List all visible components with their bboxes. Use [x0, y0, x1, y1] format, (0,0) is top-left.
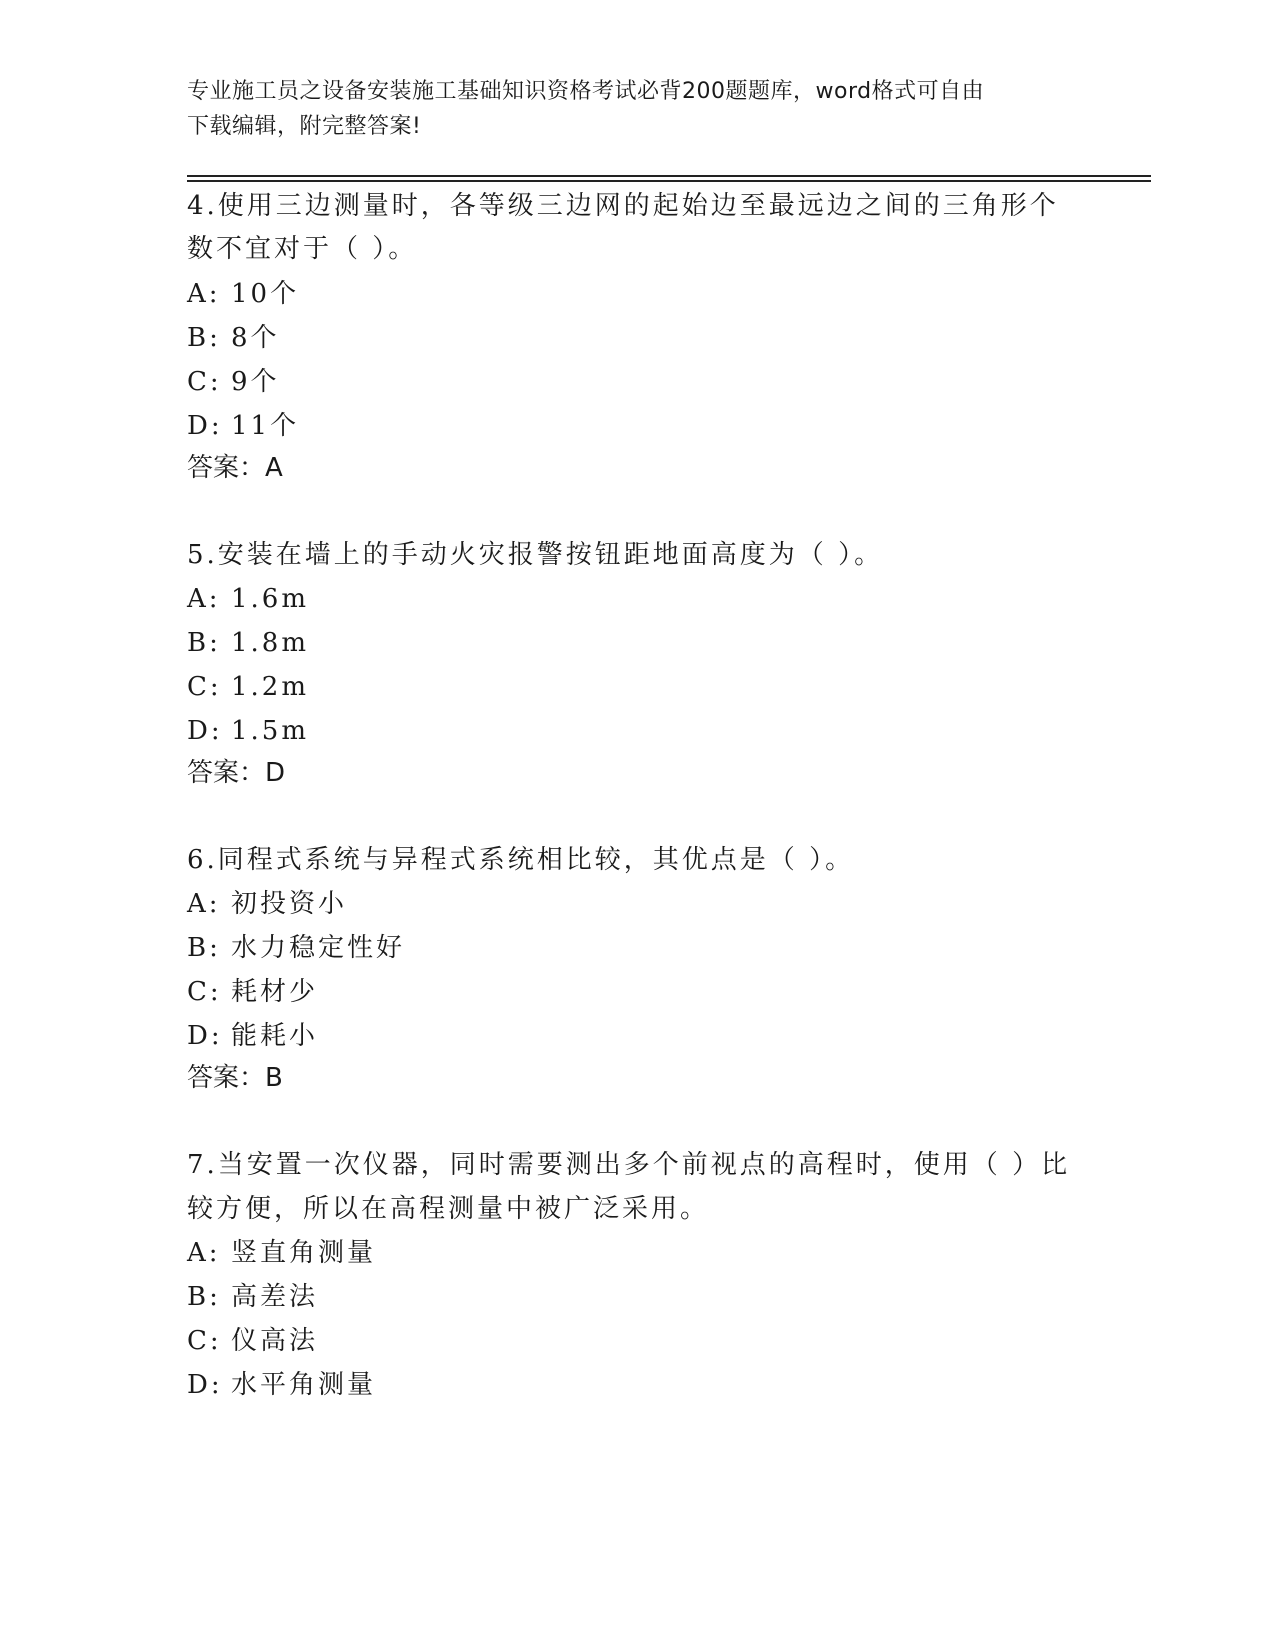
- question-stem: 6.同程式系统与异程式系统相比较，其优点是（ ）。: [187, 845, 855, 875]
- option-c: [187, 671, 309, 703]
- option-key: D:: [187, 1370, 223, 1400]
- option-key: D:: [187, 1021, 223, 1051]
- option-text: 11个: [231, 411, 300, 441]
- option-d: [187, 1369, 376, 1401]
- option-text: 1.8m: [231, 628, 310, 658]
- option-b: [187, 932, 405, 964]
- option-a: [187, 888, 347, 920]
- answer-label: 答案：D: [187, 758, 286, 788]
- option-text: 10个: [231, 279, 300, 309]
- option-a: [187, 278, 299, 310]
- document-header: [187, 74, 1087, 144]
- option-d: [187, 1020, 318, 1052]
- option-b: [187, 1281, 318, 1313]
- answer-label: 答案：B: [187, 1063, 283, 1093]
- option-key: B:: [187, 628, 221, 658]
- option-key: A:: [187, 889, 221, 919]
- option-text: 仪高法: [231, 1326, 319, 1356]
- option-text: 1.5m: [231, 716, 310, 746]
- option-key: C:: [187, 1326, 222, 1356]
- option-d: [187, 410, 299, 442]
- question-stem: 数不宜对于（ ）。: [187, 234, 418, 264]
- option-b: [187, 322, 280, 354]
- question-stem: 较方便，所以在高程测量中被广泛采用。: [187, 1194, 710, 1224]
- option-text: 耗材少: [231, 977, 319, 1007]
- option-key: B:: [187, 933, 221, 963]
- option-text: 1.2m: [231, 672, 310, 702]
- answer-label: 答案：A: [187, 453, 283, 483]
- option-text: 能耗小: [231, 1021, 319, 1051]
- option-key: A:: [187, 1238, 221, 1268]
- option-text: 1.6m: [231, 584, 310, 614]
- question-stem: 4.使用三边测量时，各等级三边网的起始边至最远边之间的三角形个: [187, 191, 1059, 221]
- question-stem: 7.当安置一次仪器，同时需要测出多个前视点的高程时，使用（ ）比: [187, 1150, 1071, 1180]
- option-text: 水力稳定性好: [231, 933, 406, 963]
- option-key: B:: [187, 323, 221, 353]
- option-text: 初投资小: [231, 889, 348, 919]
- option-key: B:: [187, 1282, 221, 1312]
- option-key: C:: [187, 367, 222, 397]
- option-text: 高差法: [231, 1282, 319, 1312]
- option-c: [187, 1325, 318, 1357]
- option-key: A:: [187, 279, 221, 309]
- option-key: D:: [187, 716, 223, 746]
- option-c: [187, 366, 280, 398]
- option-key: C:: [187, 977, 222, 1007]
- option-a: [187, 583, 309, 615]
- header-line-1: 专业施工员之设备安装施工基础知识资格考试必背200题题库，word格式可自由: [187, 79, 985, 104]
- option-text: 9个: [231, 367, 280, 397]
- option-text: 水平角测量: [231, 1370, 377, 1400]
- option-a: [187, 1237, 376, 1269]
- option-key: A:: [187, 584, 221, 614]
- option-key: D:: [187, 411, 223, 441]
- option-key: C:: [187, 672, 222, 702]
- header-divider-top: [187, 175, 1151, 177]
- option-b: [187, 627, 309, 659]
- option-text: 8个: [231, 323, 280, 353]
- header-line-2: 下载编辑，附完整答案!: [187, 114, 422, 139]
- option-c: [187, 976, 318, 1008]
- question-stem: 5.安装在墙上的手动火灾报警按钮距地面高度为（ ）。: [187, 540, 884, 570]
- header-divider-bottom: [187, 180, 1151, 182]
- option-d: [187, 715, 309, 747]
- option-text: 竖直角测量: [231, 1238, 377, 1268]
